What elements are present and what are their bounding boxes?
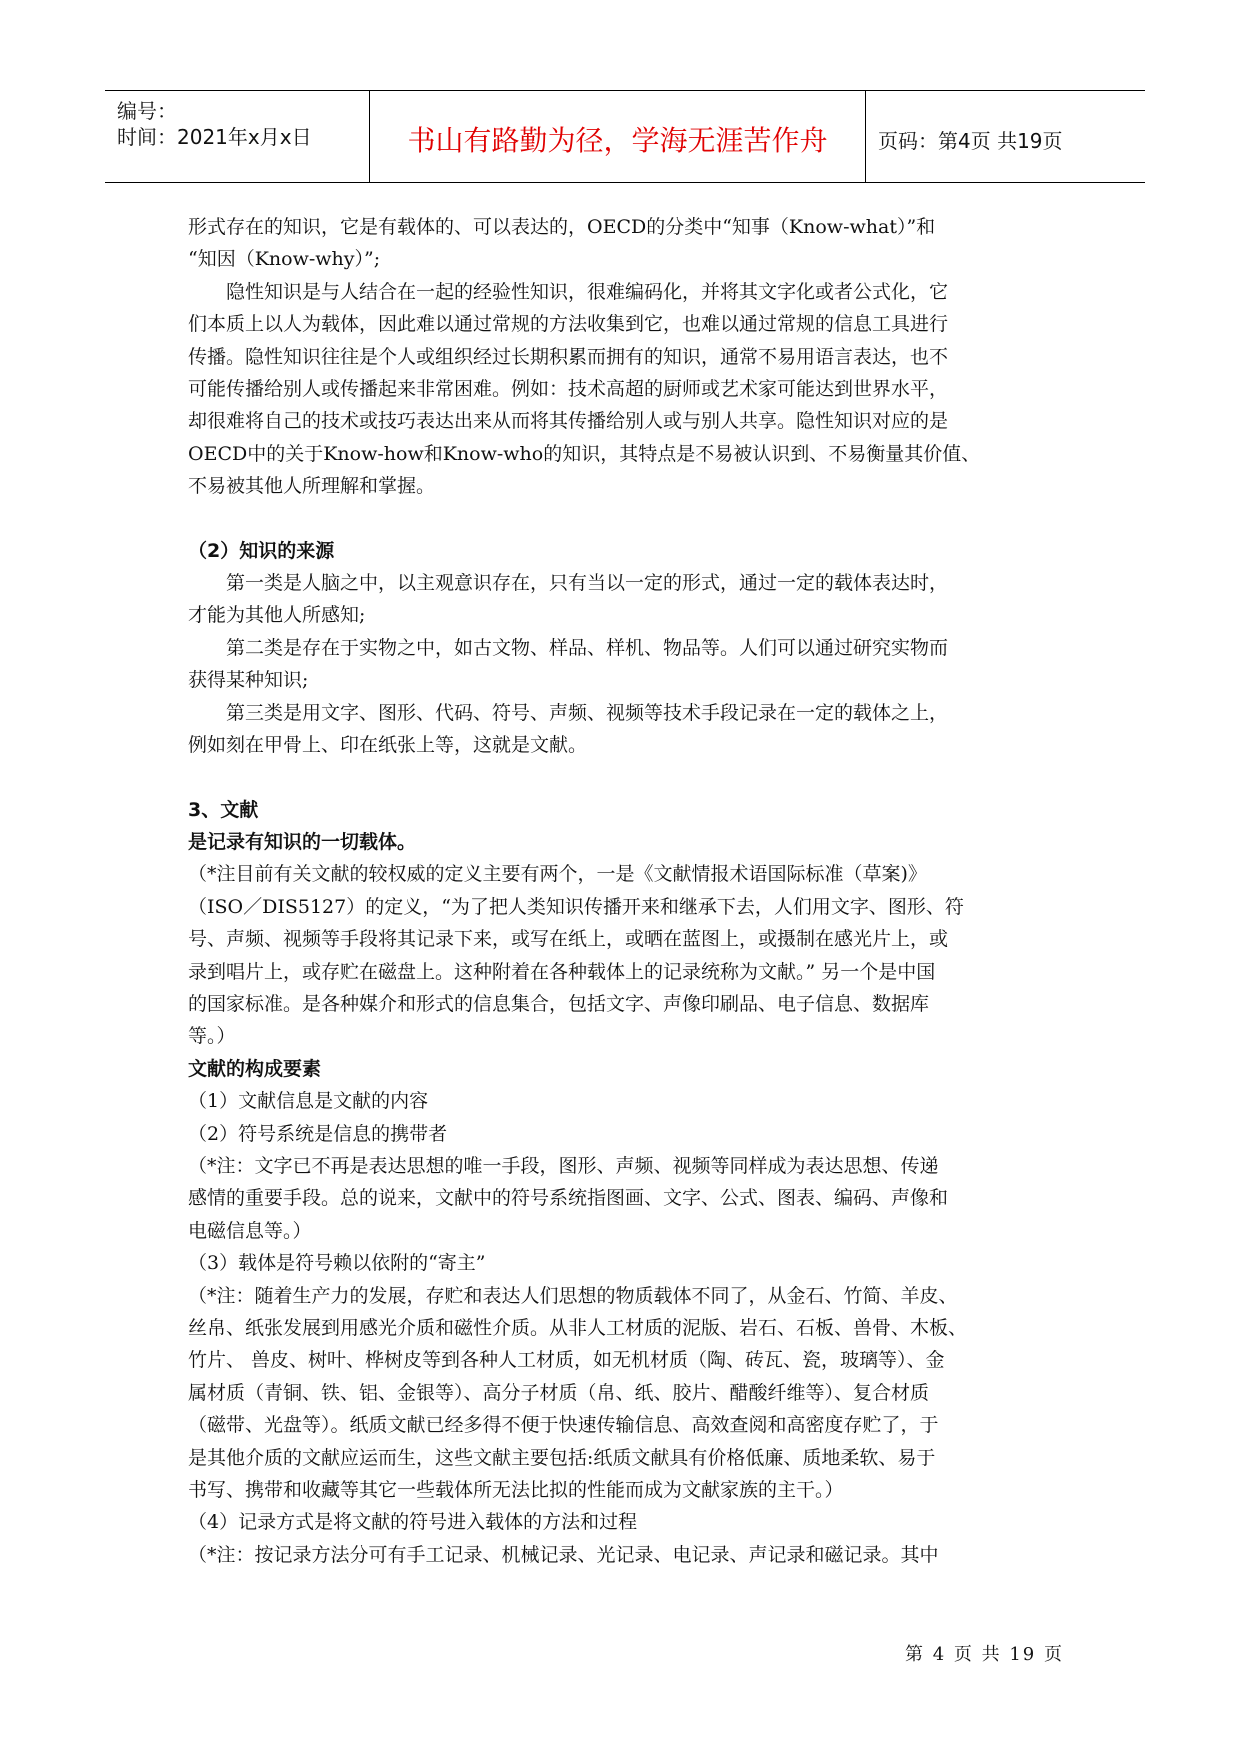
body-text-line: （4）记录方式是将文献的符号进入载体的方法和过程 — [188, 1511, 638, 1534]
body-text-line: 可能传播给别人或传播起来非常困难。例如：技术高超的厨师或艺术家可能达到世界水平， — [188, 378, 949, 401]
document-number-label: 编号： — [117, 99, 177, 123]
body-text-line: （ISO／DIS5127）的定义，“为了把人类知识传播开来和继承下去，人们用文字、图形、符 — [188, 895, 964, 918]
body-text-line: 是其他介质的文献应运而生，这些文献主要包括:纸质文献具有价格低廉、质地柔软、易于 — [188, 1446, 936, 1469]
body-text-line: 丝帛、纸张发展到用感光介质和磁性介质。从非人工材质的泥版、岩石、石板、兽骨、木板、 — [188, 1317, 968, 1339]
page-footer-number: 第 4 页 共 19 页 — [905, 1644, 1064, 1665]
body-text-line: 隐性知识是与人结合在一起的经验性知识，很难编码化，并将其文字化或者公式化，它 — [226, 280, 949, 303]
body-text-line: 号、声频、视频等手段将其记录下来，或写在纸上，或晒在蓝图上，或摄制在感光片上，或 — [188, 928, 949, 951]
body-text-line: 录到唱片上，或存贮在磁盘上。这种附着在各种载体上的记录统称为文献。” 另一个是中国 — [188, 960, 936, 983]
header-page-cell — [866, 91, 1145, 182]
body-text-line: 却很难将自己的技术或技巧表达出来从而将其传播给别人或与别人共享。隐性知识对应的是 — [188, 410, 949, 433]
paragraph-gap — [188, 762, 1064, 794]
section-heading: 文献的构成要素 — [188, 1057, 322, 1080]
body-text-line: 不易被其他人所理解和掌握。 — [188, 475, 436, 498]
body-text-line: （磁带、光盘等）。纸质文献已经多得不便于快速传输信息、高效查阅和高密度存贮了，于 — [188, 1414, 939, 1437]
motto-text: 书山有路勤为径，学海无涯苦作舟 — [407, 124, 828, 157]
body-text-line: 第一类是人脑之中，以主观意识存在，只有当以一定的形式，通过一定的载体表达时， — [226, 572, 949, 595]
body-text-line: OECD中的关于Know-how和Know-who的知识，其特点是不易被认识到、不易衡量其价值、 — [188, 442, 981, 465]
body-text-line: 获得某种知识; — [188, 669, 309, 692]
body-text-line: 才能为其他人所感知; — [188, 604, 366, 627]
section-heading: 3、文献 — [188, 798, 259, 821]
body-text-line: 竹片、 兽皮、树叶、桦树皮等到各种人工材质，如无机材质（陶、砖瓦、瓷，玻璃等）、金 — [188, 1349, 945, 1372]
body-text-line: 的国家标准。是各种媒介和形式的信息集合，包括文字、声像印刷品、电子信息、数据库 — [188, 992, 930, 1015]
body-text-line: （3）载体是符号赖以依附的“寄主” — [188, 1252, 486, 1275]
body-text-line: 们本质上以人为载体，因此难以通过常规的方法收集到它，也难以通过常规的信息工具进行 — [188, 313, 949, 336]
document-body — [188, 211, 1064, 1571]
body-text-line: （2）符号系统是信息的携带者 — [188, 1122, 448, 1145]
header-motto-cell — [370, 91, 866, 182]
body-text-line: 书写、携带和收藏等其它一些载体所无法比拟的性能而成为文献家族的主干。） — [188, 1479, 844, 1502]
body-text-line: 电磁信息等。） — [188, 1219, 312, 1242]
body-text-line: 属材质（青铜、铁、铝、金银等）、高分子材质（帛、纸、胶片、醋酸纤维等）、复合材质 — [188, 1381, 930, 1404]
body-text-line: 第二类是存在于实物之中，如古文物、样品、样机、物品等。人们可以通过研究实物而 — [226, 636, 949, 659]
body-text-line: 传播。隐性知识往往是个人或组织经过长期积累而拥有的知识，通常不易用语言表达，也不 — [188, 345, 949, 368]
body-text-line: 等。） — [188, 1025, 236, 1048]
body-text-line: 例如刻在甲骨上、印在纸张上等，这就是文献。 — [188, 734, 588, 757]
paragraph-gap — [188, 503, 1064, 535]
body-text-line: 感情的重要手段。总的说来，文献中的符号系统指图画、文字、公式、图表、编码、声像和 — [188, 1187, 949, 1210]
body-text-line: （1）文献信息是文献的内容 — [188, 1090, 429, 1113]
document-time-label: 时间：2021年x月x日 — [117, 125, 312, 149]
section-heading: （2）知识的来源 — [188, 539, 335, 562]
body-text-line: （*注：文字已不再是表达思想的唯一手段，图形、声频、视频等同样成为表达思想、传递 — [188, 1154, 939, 1177]
section-heading: 是记录有知识的一切载体。 — [188, 830, 417, 853]
body-text-line: （*注目前有关文献的较权威的定义主要有两个，一是《文献情报术语国际标准（草案)》 — [188, 863, 927, 886]
header-page-number: 页码：第4页 共19页 — [878, 129, 1063, 153]
body-text-line: “知因（Know-why）”; — [188, 248, 381, 271]
page-header — [105, 90, 1145, 183]
body-text-line: （*注：按记录方法分可有手工记录、机械记录、光记录、电记录、声记录和磁记录。其中 — [188, 1543, 939, 1566]
header-info-cell — [105, 91, 370, 182]
body-text-line: （*注：随着生产力的发展，存贮和表达人们思想的物质载体不同了，从金石、竹简、羊皮、 — [188, 1284, 958, 1307]
body-text-line: 形式存在的知识，它是有载体的、可以表达的，OECD的分类中“知事（Know-what）”和 — [188, 216, 936, 238]
body-text-line: 第三类是用文字、图形、代码、符号、声频、视频等技术手段记录在一定的载体之上， — [226, 701, 949, 724]
